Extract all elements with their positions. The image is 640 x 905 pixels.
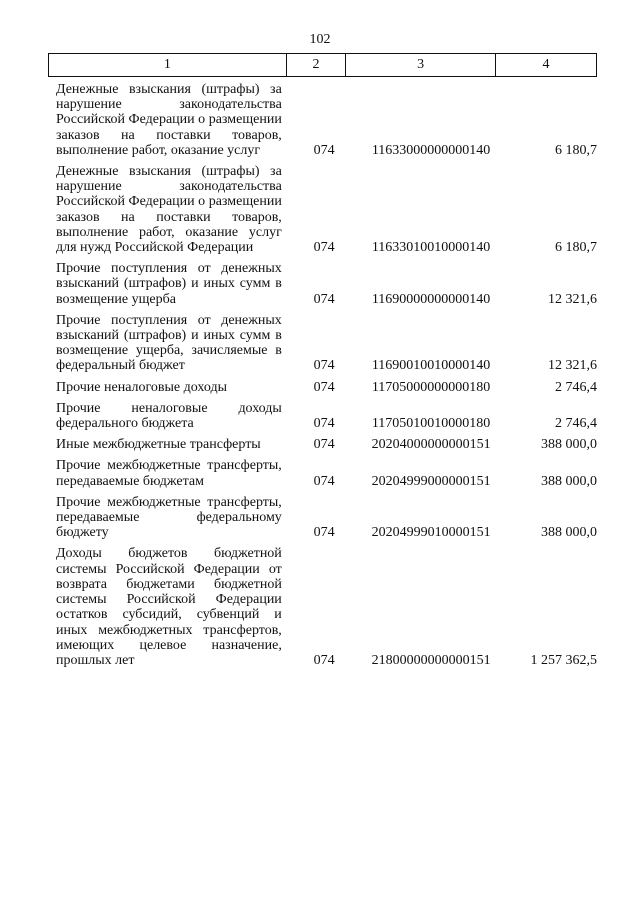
page-number: 102 bbox=[309, 32, 331, 47]
table-row bbox=[48, 437, 597, 452]
revenue-rows bbox=[48, 82, 597, 674]
table-row bbox=[48, 164, 597, 255]
row-amount: 6 180,7 bbox=[554, 142, 597, 158]
row-budget-code: 11690010010000140 bbox=[371, 358, 491, 374]
row-name: Денежные взыскания (штрафы) за нарушение законодательства Российской Федерации о размещении заказов на поставки товаров, выполнение работ, оказание услуг bbox=[56, 82, 282, 158]
row-amount: 6 180,7 bbox=[554, 240, 597, 256]
row-amount: 388 000,0 bbox=[540, 473, 597, 489]
row-amount: 2 746,4 bbox=[554, 379, 597, 395]
row-budget-code: 11633000000000140 bbox=[371, 142, 491, 158]
row-budget-code: 20204999000000151 bbox=[371, 473, 491, 489]
row-admin-code: 074 bbox=[313, 291, 335, 307]
column-header-1: 1 bbox=[49, 54, 287, 77]
row-name: Прочие неналоговые доходы федерального бюджета bbox=[56, 400, 282, 432]
row-name: Прочие межбюджетные трансферты, передаваемые бюджетам bbox=[56, 458, 282, 489]
row-budget-code: 20204000000000151 bbox=[371, 437, 491, 453]
row-name: Прочие поступления от денежных взысканий (штрафов) и иных сумм в возмещение ущерба bbox=[56, 261, 282, 307]
row-admin-code: 074 bbox=[313, 652, 335, 668]
column-header-3: 3 bbox=[346, 54, 496, 77]
row-budget-code: 11705000000000180 bbox=[371, 379, 491, 395]
row-admin-code: 074 bbox=[313, 240, 335, 256]
row-amount: 2 746,4 bbox=[554, 416, 597, 432]
table-row bbox=[48, 82, 597, 158]
row-name: Иные межбюджетные трансферты bbox=[56, 437, 261, 453]
column-header-2: 2 bbox=[286, 54, 346, 77]
table-row bbox=[48, 401, 597, 431]
row-amount: 388 000,0 bbox=[540, 437, 597, 453]
row-budget-code: 11690000000000140 bbox=[371, 291, 491, 307]
table-row bbox=[48, 546, 597, 668]
row-amount: 388 000,0 bbox=[540, 525, 597, 541]
row-name: Прочие неналоговые доходы bbox=[56, 379, 228, 395]
row-budget-code: 20204999010000151 bbox=[371, 525, 491, 541]
row-name: Прочие поступления от денежных взысканий (штрафов) и иных сумм в возмещение ущерба, зачисляемые в федеральный бюджет bbox=[56, 312, 282, 374]
row-budget-code: 11633010010000140 bbox=[371, 240, 491, 256]
table-row bbox=[48, 495, 597, 541]
row-admin-code: 074 bbox=[313, 142, 335, 158]
row-amount: 1 257 362,5 bbox=[530, 652, 597, 668]
row-admin-code: 074 bbox=[313, 437, 335, 453]
column-header-table bbox=[48, 53, 597, 77]
table-row bbox=[48, 458, 597, 488]
row-amount: 12 321,6 bbox=[547, 291, 597, 307]
row-amount: 12 321,6 bbox=[547, 358, 597, 374]
table-row bbox=[48, 380, 597, 395]
row-name: Доходы бюджетов бюджетной системы Российской Федерации от возврата бюджетами бюджетной системы Российской Федерации остатков субсидий, субвенций и иных межбюджетных трансфертов, имеющих целевое назначение, прошлых лет bbox=[56, 546, 282, 668]
row-admin-code: 074 bbox=[313, 525, 335, 541]
row-budget-code: 21800000000000151 bbox=[371, 652, 491, 668]
row-name: Денежные взыскания (штрафы) за нарушение законодательства Российской Федерации о размещении заказов на поставки товаров, выполнение работ, оказание услуг для нужд Российской Федерации bbox=[56, 164, 282, 256]
row-admin-code: 074 bbox=[313, 473, 335, 489]
row-admin-code: 074 bbox=[313, 358, 335, 374]
row-budget-code: 11705010010000180 bbox=[371, 416, 491, 432]
table-row bbox=[48, 313, 597, 374]
row-admin-code: 074 bbox=[313, 379, 335, 395]
column-header-row bbox=[49, 54, 597, 77]
row-name: Прочие межбюджетные трансферты, передаваемые федеральному бюджету bbox=[56, 494, 282, 541]
column-header-4: 4 bbox=[495, 54, 596, 77]
table-row bbox=[48, 261, 597, 307]
row-admin-code: 074 bbox=[313, 416, 335, 432]
